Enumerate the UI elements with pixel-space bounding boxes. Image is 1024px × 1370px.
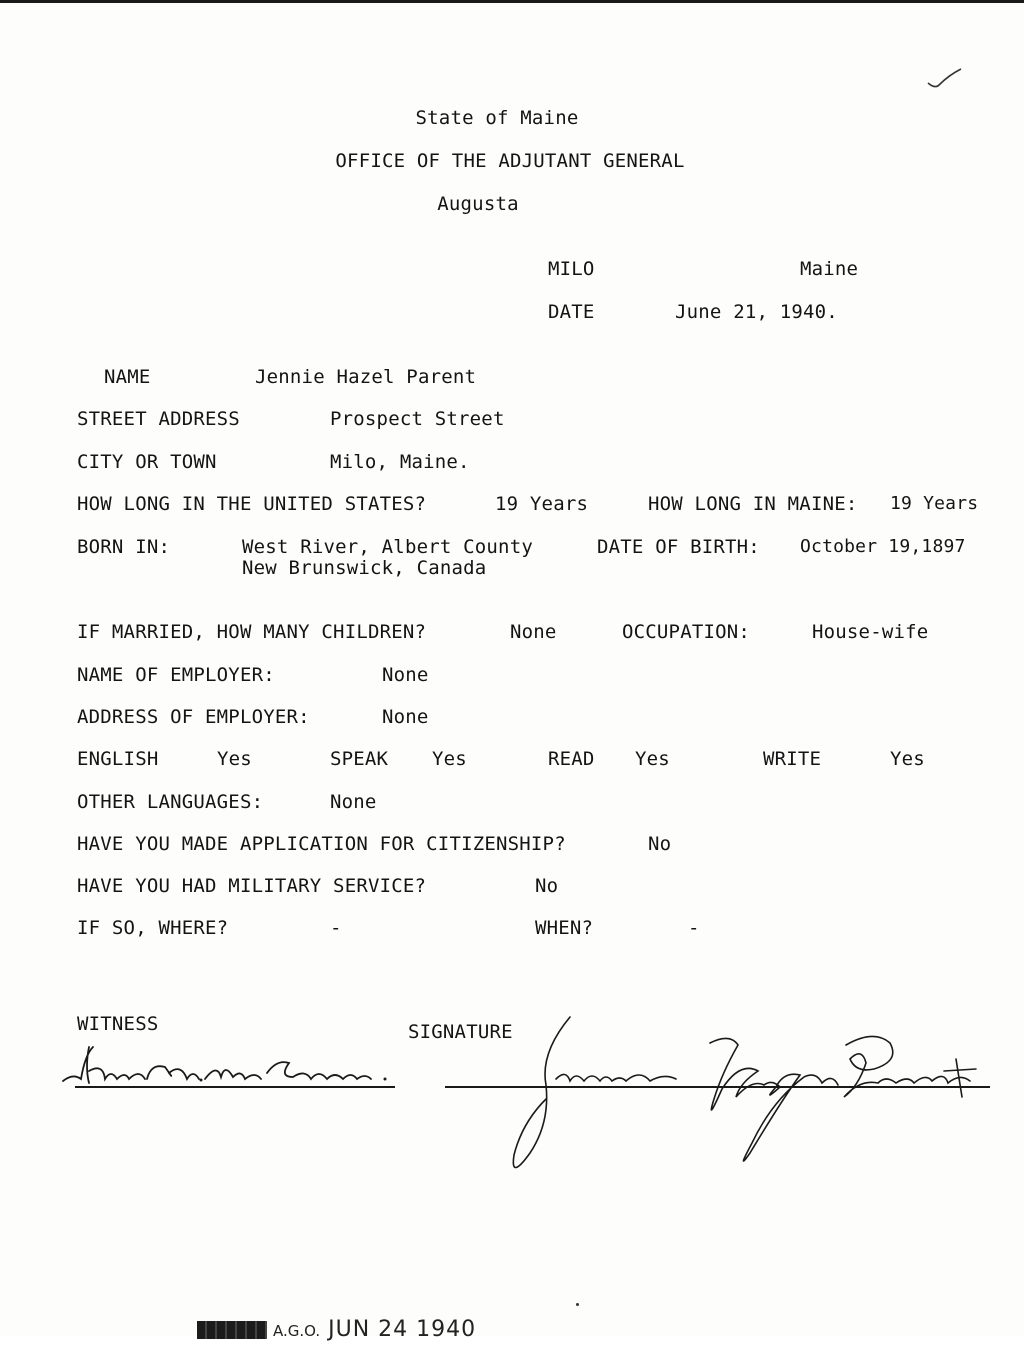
other-languages-label: OTHER LANGUAGES: [77, 791, 264, 813]
born-in-value-line1: West River, Albert County [242, 536, 533, 558]
witness-label: WITNESS [77, 1013, 159, 1035]
english-value: Yes [217, 748, 252, 770]
when-value: - [688, 917, 700, 939]
citizenship-label: HAVE YOU MADE APPLICATION FOR CITIZENSHIP? [77, 833, 566, 855]
born-in-value-line2: New Brunswick, Canada [242, 557, 487, 579]
stamp-date: JUN 24 1940 [328, 1317, 477, 1342]
stamp-prefix: A.G.O. [272, 1322, 321, 1340]
header-city: Augusta [437, 193, 519, 215]
children-label: IF MARRIED, HOW MANY CHILDREN? [77, 621, 427, 643]
military-label: HAVE YOU HAD MILITARY SERVICE? [77, 875, 427, 897]
read-label: READ [548, 748, 595, 770]
check-mark-icon [925, 63, 965, 93]
header-office: OFFICE OF THE ADJUTANT GENERAL [335, 150, 685, 172]
where-label: IF SO, WHERE? [77, 917, 229, 939]
location-state: Maine [800, 258, 859, 280]
date-value: June 21, 1940. [675, 301, 838, 323]
citizenship-value: No [648, 833, 672, 855]
city-or-town-value: Milo, Maine. [330, 451, 470, 473]
how-long-maine-label: HOW LONG IN MAINE: [648, 493, 858, 515]
employer-address-value: None [382, 706, 429, 728]
english-label: ENGLISH [77, 748, 159, 770]
employer-name-value: None [382, 664, 429, 686]
how-long-us-value: 19 Years [495, 493, 589, 515]
header-state: State of Maine [415, 107, 579, 129]
stamp-blot [197, 1321, 267, 1339]
name-value: Jennie Hazel Parent [255, 366, 477, 388]
name-label: NAME [104, 366, 151, 388]
where-value: - [330, 917, 342, 939]
street-address-label: STREET ADDRESS [77, 408, 240, 430]
date-of-birth-label: DATE OF BIRTH: [597, 536, 760, 558]
applicant-signature [500, 1013, 1000, 1183]
other-languages-value: None [330, 791, 377, 813]
signature-label: SIGNATURE [408, 1021, 513, 1043]
date-of-birth-value: October 19,1897 [800, 536, 966, 557]
occupation-value: House-wife [812, 621, 929, 643]
stray-mark [576, 1303, 579, 1306]
write-label: WRITE [763, 748, 822, 770]
location-town: MILO [548, 258, 595, 280]
write-value: Yes [890, 748, 925, 770]
received-stamp [165, 1291, 476, 1370]
how-long-us-label: HOW LONG IN THE UNITED STATES? [77, 493, 427, 515]
city-or-town-label: CITY OR TOWN [77, 451, 217, 473]
witness-signature [55, 1033, 405, 1093]
children-value: None [510, 621, 557, 643]
military-value: No [535, 875, 559, 897]
street-address-value: Prospect Street [330, 408, 505, 430]
read-value: Yes [635, 748, 670, 770]
born-in-label: BORN IN: [77, 536, 171, 558]
how-long-maine-value: 19 Years [890, 493, 979, 514]
speak-value: Yes [432, 748, 467, 770]
employer-name-label: NAME OF EMPLOYER: [77, 664, 275, 686]
occupation-label: OCCUPATION: [622, 621, 751, 643]
date-label: DATE [548, 301, 595, 323]
employer-address-label: ADDRESS OF EMPLOYER: [77, 706, 310, 728]
speak-label: SPEAK [330, 748, 389, 770]
when-label: WHEN? [535, 917, 594, 939]
